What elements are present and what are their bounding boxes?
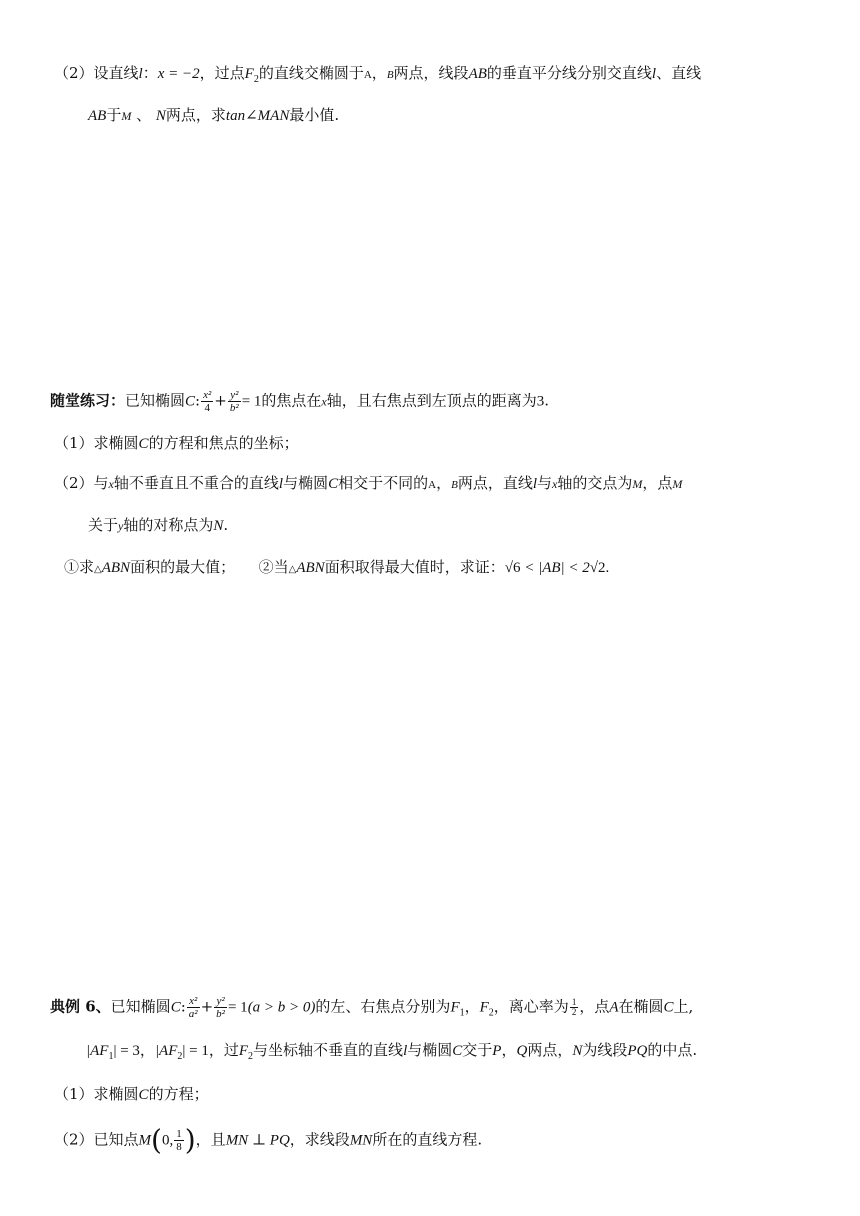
example6-line1: 典例 6、已知椭圆C: $\frac{\text{x²}}{\text{a²}}$ + $\frac{\text{y²}}{\text{b²}}$ = 1(a > b > 0)的左、右焦点分别为$F_1$，$F_2$，离心率为 $\frac{1}{2}$ ，点A在椭圆C上, (50, 995, 694, 1020)
example6-q1: （1）求椭圆C的方程； (54, 1085, 209, 1103)
practice-intro: 随堂练习：已知椭圆C: $\frac{\text{x²}}{4}$ + $\frac{\text{y²}}{\text{b²}}$ = 1的焦点在x轴，且右焦点到左顶点的距离为3. (50, 389, 550, 414)
fraction-y2-b2: $\frac{\text{y²}}{\text{b²}}$ (229, 389, 239, 414)
fraction-x2-4: $\frac{\text{x²}}{4}$ (203, 389, 212, 414)
fraction-x2-a2: $\frac{\text{x²}}{\text{a²}}$ (188, 995, 198, 1020)
practice-q2-line1: （2）与x轴不垂直且不重合的直线l与椭圆C相交于不同的A，B两点，直线l与x轴的交点为M，点M (54, 474, 683, 492)
part2-line1: （2）设直线l：x = −2，过点$F_2$的直线交椭圆于A，B两点，线段AB的垂直平分线分别交直线l、直线 (54, 64, 702, 85)
example6-q2: （2）已知点M(0, $\frac{1}{8}$ )，且MN ⊥ PQ，求线段MN所在的直线方程. (54, 1123, 483, 1157)
fraction-one-eighth: $\frac{1}{8}$ (176, 1128, 182, 1153)
fraction-y2-b2: $\frac{\text{y²}}{\text{b²}}$ (216, 995, 225, 1020)
fraction-one-half: $\frac{1}{2}$ (571, 997, 577, 1017)
practice-label: 随堂练习： (50, 391, 126, 410)
part2-line2: AB于M 、 N两点，求tan∠MAN最小值. (88, 106, 340, 124)
example6-line2: $|AF_1| = 3$，$|AF_2| = 1$，过$F_2$与坐标轴不垂直的直线l与椭圆C交于P，Q两点，N为线段PQ的中点. (86, 1041, 698, 1062)
inequality: √6 < |AB| < 2√2. (504, 560, 610, 576)
practice-q2-line2: 关于y轴的对称点为N. (88, 516, 229, 534)
example6-label: 典例 6、 (50, 997, 111, 1016)
practice-q1: （1）求椭圆C的方程和焦点的坐标； (54, 434, 299, 452)
practice-subquestions: ①求△ABN面积的最大值； ②当△ABN面积取得最大值时，求证：√6 < |AB| < 2√2. (64, 558, 610, 576)
